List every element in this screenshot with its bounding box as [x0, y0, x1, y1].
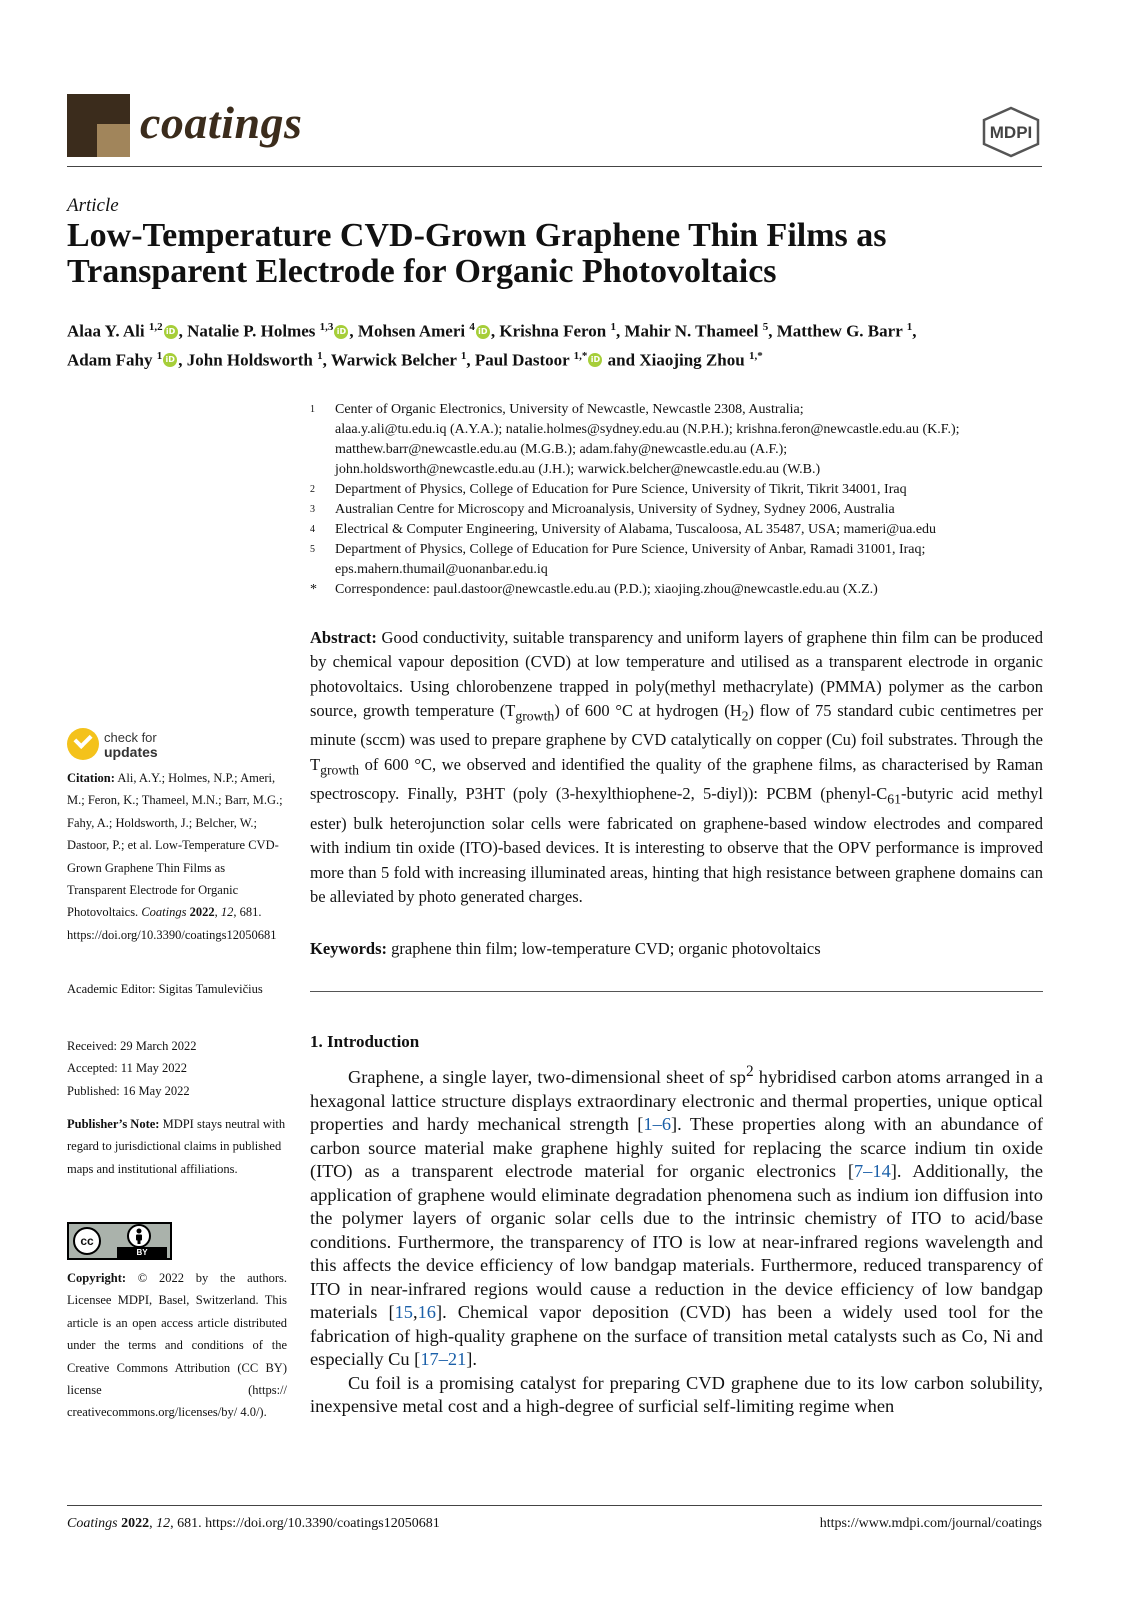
check-for-updates-icon	[67, 728, 99, 760]
page-title: Low-Temperature CVD-Grown Graphene Thin Films as Transparent Electrode for Organic Photovoltaics	[67, 217, 887, 290]
affiliation-number: 2	[310, 484, 315, 495]
author-separator: ,	[768, 321, 777, 341]
author-name: Adam Fahy	[67, 350, 153, 370]
section-heading: 1. Introduction	[310, 1032, 420, 1051]
author-name: Mohsen Ameri	[357, 321, 466, 341]
author-separator: ,	[178, 321, 188, 341]
citation-doi: , 681. https://doi.org/10.3390/coatings12050681	[67, 905, 277, 942]
citation-link[interactable]: 1	[643, 1114, 653, 1135]
abstract-label: Abstract:	[310, 628, 377, 647]
citation-link[interactable]: 6	[661, 1114, 672, 1135]
affiliation-line: Australian Centre for Microscopy and Microanalysis, University of Sydney, Sydney 2006, Australia	[335, 502, 895, 517]
author-affiliation-mark: 1,*	[573, 349, 588, 362]
section-divider	[310, 991, 1043, 992]
author-separator: ,	[349, 321, 358, 341]
affiliation-number: 4	[310, 524, 315, 535]
author-name: Krishna Feron	[499, 321, 607, 341]
author-affiliation-mark: 1	[460, 349, 467, 362]
affiliation-item	[310, 540, 1050, 580]
affiliation-item	[310, 480, 1050, 500]
affiliation-email-line: john.holdsworth@newcastle.edu.au (J.H.); warwick.belcher@newcastle.edu.au (W.B.)	[335, 462, 821, 477]
footer-volume: 12	[156, 1516, 171, 1531]
footer-journal-url[interactable]: https://www.mdpi.com/journal/coatings	[819, 1516, 1042, 1531]
paragraph: Cu foil is a promising catalyst for preparing CVD graphene due to its low carbon solubility, inexpensive metal cost and a high-degree of surficial self-limiting regime when	[310, 1372, 1043, 1417]
citation-dash: –	[863, 1161, 873, 1182]
author-affiliation-mark: 5	[762, 321, 769, 333]
footer-divider	[67, 1505, 1042, 1506]
author-name: Mahir N. Thameel	[624, 321, 759, 341]
affiliation-number: 1	[310, 404, 315, 415]
author-affiliation-mark: 4	[469, 321, 475, 333]
author-separator: ,	[912, 321, 917, 341]
publishers-note-text: MDPI stays neutral with regard to jurisdictional claims in published maps and institutional affiliations.	[67, 1117, 286, 1176]
orcid-icon[interactable]: iD	[164, 325, 178, 339]
affiliation-text	[335, 400, 960, 480]
affiliation-number: *	[310, 582, 317, 597]
author-affiliation-mark: 1,2	[148, 321, 163, 333]
keywords	[310, 939, 1043, 959]
author-affiliation-mark: 1	[317, 349, 323, 362]
footer-citation: Coatings 2022, 12, 681. https://doi.org/10.3390/coatings12050681	[67, 1516, 440, 1531]
author-affiliation-mark: 1,3	[319, 321, 334, 333]
introduction-body	[310, 1060, 1043, 1419]
abstract-text: of 600 °C, we observed and identified the quality of the graphene films, as characterised by Raman spectroscopy. Finally, P3HT (poly (3-hexylthiophene-2, 5-diyl)): PCBM (phenyl-C	[310, 754, 1043, 804]
author-list	[67, 315, 1057, 372]
affiliation-text	[335, 500, 895, 520]
received-date: Received: 29 March 2022	[67, 1039, 197, 1053]
check-for-updates-label: check for	[104, 730, 157, 745]
abstract-text: ) of 600 °C at hydrogen (H	[554, 700, 742, 720]
superscript: 2	[745, 1063, 754, 1080]
citation-volume: 12	[220, 905, 234, 920]
orcid-icon[interactable]: iD	[476, 325, 490, 339]
abstract-sub: growth	[515, 708, 555, 724]
dates	[67, 1035, 287, 1102]
citation-text: Ali, A.Y.; Holmes, N.P.; Ameri, M.; Feron, K.; Thameel, M.N.; Barr, M.G.; Fahy, A.; Holdsworth, J.; Belcher, W.; Dastoor, P.; et al. Low-Temperature CVD-Grown Graphene Thin Films as Transparent Electrode for Organic Photovoltaics.	[67, 771, 283, 920]
keywords-label: Keywords:	[310, 939, 387, 958]
author-affiliation-mark: 1	[906, 321, 913, 333]
affiliation-item	[310, 520, 1050, 540]
author-separator: ,	[322, 350, 331, 370]
author-affiliation-mark: 1	[156, 349, 163, 362]
paragraph	[310, 1060, 1043, 1372]
abstract-sub: 2	[741, 708, 749, 724]
article-type: Article	[67, 195, 119, 216]
abstract-text: Good conductivity, suitable transparency and uniform layers of graphene thin film can be produced by chemical vapour deposition (CVD) at low temperature and utilised as a transparent electrode in organic photovoltaics. Using chlorobenzene trapped in poly(methyl methacrylate) (PMMA) polymer as the carbon source, growth temperature (T	[310, 628, 1043, 720]
accepted-date: Accepted: 11 May 2022	[67, 1061, 187, 1076]
cc-icon: cc	[73, 1227, 101, 1255]
copyright-text: © 2022 by the authors. Licensee MDPI, Basel, Switzerland. This article is an open access article distributed under the terms and conditions of the Creative Commons Attribution (CC BY) license (https:// creativecommons.org/licenses/by/ 4.0/).	[67, 1271, 287, 1420]
keywords-text: graphene thin film; low-temperature CVD; organic photovoltaics	[387, 939, 821, 958]
citation-dash: –	[438, 1349, 448, 1370]
affiliation-line: Center of Organic Electronics, University of Newcastle, Newcastle 2308, Australia;	[335, 402, 804, 417]
author-name: Matthew G. Barr	[776, 321, 903, 341]
abstract-sub: 61	[887, 791, 901, 807]
citation-link[interactable]: 14	[872, 1161, 891, 1182]
affiliation-item	[310, 400, 1050, 480]
citation-link[interactable]: 17	[420, 1349, 439, 1370]
author-affiliation-mark: 1,*	[748, 349, 763, 362]
text: hybridised carbon atoms arranged in a hexagonal lattice structure displays extraordinary electronic and thermal properties, unique optical properties and hardy mechanical strength [	[310, 1067, 1043, 1135]
citation-block: Citation: Ali, A.Y.; Holmes, N.P.; Ameri, M.; Feron, K.; Thameel, M.N.; Barr, M.G.; Fahy, A.; Holdsworth, J.; Belcher, W.; Dastoor, P.; et al. Low-Temperature CVD-Grown Graphene Thin Films as Transparent Electrode for Organic Photovoltaics. Coatings 2022, 12, 681. https://doi.org/10.3390/coatings12050681	[67, 771, 283, 942]
author-name: John Holdsworth	[186, 350, 313, 370]
text: ]. Additionally, the application of graphene would eliminate degradation phenomena such as indium ion diffusion into the polymer layers of organic solar cells due to the intrinsic chemistry of ITO to acid/base conditions. Furthermore, the transparency of ITO is low at near-infrared regions wavelength and this affects the device efficiency of low bandgap materials. Furthermore, reduced transparency of ITO in near-infrared regions would cause a reduction in the device efficiency of low bandgap materials [	[310, 1161, 1043, 1323]
abstract	[310, 626, 1043, 909]
author-separator: ,	[466, 350, 475, 370]
citation-link[interactable]: 16	[417, 1302, 436, 1323]
affiliations	[310, 400, 1050, 600]
orcid-icon[interactable]: iD	[588, 353, 602, 367]
affiliation-item	[310, 500, 1050, 520]
citation-label: Citation:	[67, 771, 115, 785]
abstract-text: ) flow of 75 standard cubic centimetres per minute (sccm) was used to prepare graphene by CVD catalytically on copper (Cu) foil substrates. Through the T	[310, 700, 1044, 774]
author-affiliation-mark: 1	[610, 321, 616, 333]
footer-year: 2022	[121, 1516, 150, 1531]
affiliation-text	[335, 480, 907, 500]
abstract-sub: growth	[320, 762, 360, 778]
mdpi-logo-icon	[980, 106, 1042, 158]
text: ]. These properties along with an abundance of carbon source material make graphene highly suited for replacing the scarce indium tin oxide (ITO) as a transparent electrode material for organic electronics [	[310, 1114, 1043, 1182]
affiliation-number: 5	[310, 544, 315, 555]
publishers-note	[67, 1113, 287, 1180]
footer-doi-link[interactable]: , 681. https://doi.org/10.3390/coatings12050681	[170, 1516, 440, 1531]
affiliation-line: Department of Physics, College of Education for Pure Science, University of Tikrit, Tikrit 34001, Iraq	[335, 482, 907, 497]
citation-year: 2022	[189, 905, 215, 920]
citation-link[interactable]: 21	[447, 1349, 467, 1370]
mdpi-logo-text: MDPI	[989, 123, 1033, 142]
affiliation-email-line: alaa.y.ali@tu.edu.iq (A.Y.A.); natalie.holmes@sydney.edu.au (N.P.H.); krishna.feron@newcastle.edu.au (K.F.);	[335, 422, 960, 437]
affiliation-text	[335, 540, 925, 580]
academic-editor: Academic Editor: Sigitas Tamulevičius	[67, 982, 263, 996]
orcid-icon[interactable]: iD	[163, 353, 177, 367]
journal-name: coatings	[140, 97, 303, 148]
text: ].	[466, 1349, 478, 1370]
footer-journal: Coatings	[67, 1516, 118, 1531]
affiliation-text	[335, 580, 878, 600]
affiliation-line: Electrical & Computer Engineering, University of Alabama, Tuscaloosa, AL 35487, USA; mameri@ua.edu	[335, 522, 937, 537]
text: ,	[412, 1302, 418, 1323]
journal-logo-mark-inner	[97, 124, 130, 157]
affiliation-number: 3	[310, 504, 315, 515]
affiliation-email-line: matthew.barr@newcastle.edu.au (M.G.B.); adam.fahy@newcastle.edu.au (A.F.);	[335, 442, 788, 457]
citation-link[interactable]: 15	[394, 1302, 413, 1323]
copyright-label: Copyright:	[67, 1271, 127, 1285]
author-name: Alaa Y. Ali	[67, 321, 145, 341]
orcid-icon[interactable]: iD	[334, 325, 348, 339]
cc-license-badge[interactable]	[67, 1222, 172, 1260]
author-name: Xiaojing Zhou	[639, 350, 745, 370]
author-separator: ,	[490, 321, 500, 341]
attribution-person-icon	[127, 1224, 151, 1248]
author-separator: ,	[615, 321, 625, 341]
affiliation-email-line: eps.mahern.thumail@uonanbar.edu.iq	[335, 562, 548, 577]
text: Graphene, a single layer, two-dimensional sheet of sp	[348, 1067, 746, 1088]
check-for-updates-label: updates	[104, 744, 158, 760]
author-separator: ,	[178, 350, 187, 370]
citation-journal: Coatings	[141, 905, 187, 920]
affiliation-line: Department of Physics, College of Education for Pure Science, University of Anbar, Ramadi 31001, Iraq;	[335, 542, 926, 557]
publishers-note-label: Publisher’s Note:	[67, 1117, 160, 1131]
header-divider	[67, 166, 1042, 167]
published-date: Published: 16 May 2022	[67, 1083, 190, 1098]
author-separator: and	[603, 350, 640, 370]
abstract-text: -butyric acid methyl ester) bulk heterojunction solar cells were fabricated on graphene-based window electrodes and compared with indium tin oxide (ITO)-based devices. It is interesting to observe that the OPV performance is improved more than 5 fold with increasing illuminated areas, hinting that high resistance between graphene domains can be alleviated by photo generated charges.	[310, 784, 1043, 906]
author-name: Natalie P. Holmes	[187, 321, 316, 341]
affiliation-line: Correspondence: paul.dastoor@newcastle.edu.au (P.D.); xiaojing.zhou@newcastle.edu.au (X.Z.)	[335, 582, 878, 597]
text: ]. Chemical vapor deposition (CVD) has been a widely used tool for the fabrication of high-quality graphene on the surface of transition metal catalysts such as Co, Ni and especially Cu [	[310, 1302, 1043, 1370]
by-label: BY	[117, 1247, 167, 1258]
copyright	[67, 1267, 287, 1424]
citation-dash: –	[652, 1114, 662, 1135]
citation-link[interactable]: 7	[853, 1161, 864, 1182]
author-name: Paul Dastoor	[474, 350, 570, 370]
affiliation-item	[310, 580, 1050, 600]
affiliation-text	[335, 520, 936, 540]
author-name: Warwick Belcher	[330, 350, 457, 370]
